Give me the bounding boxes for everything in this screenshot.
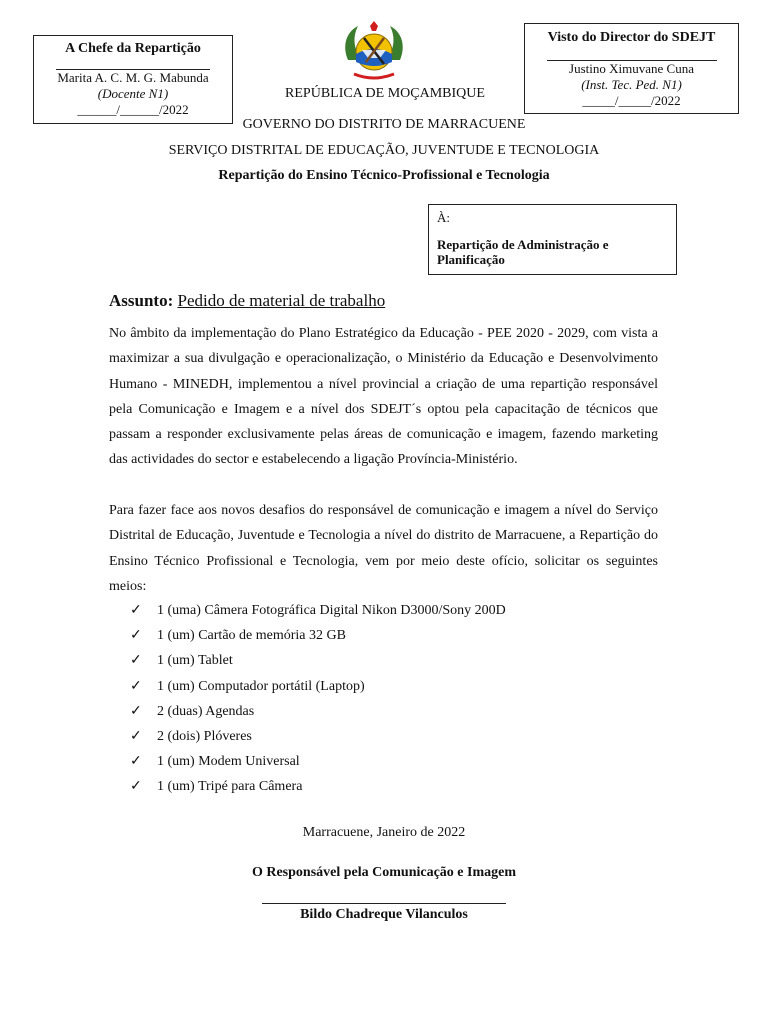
servico-heading: SERVIÇO DISTRITAL DE EDUCAÇÃO, JUVENTUDE E TECNOLOGIA	[168, 143, 600, 158]
republica-heading: REPÚBLICA DE MOÇAMBIQUE	[285, 86, 485, 101]
chefe-approval-box	[33, 35, 233, 124]
recipient-org: Repartição de Administração e Planificação	[437, 237, 609, 267]
subject-label: Assunto:	[109, 291, 174, 310]
list-item: ✓ 1 (uma) Câmera Fotográfica Digital Nikon D3000/Sony 200D	[130, 598, 506, 623]
recipient-to-label: À:	[437, 210, 450, 225]
reparticao-heading: Repartição do Ensino Técnico-Profissional e Tecnologia	[218, 168, 550, 183]
list-item: ✓ 2 (dois) Plóveres	[130, 724, 506, 749]
mozambique-emblem-icon	[340, 20, 408, 84]
chefe-role: (Docente N1)	[97, 86, 169, 101]
signatory-title: O Responsável pela Comunicação e Imagem	[251, 865, 517, 880]
chefe-date: ______/______/2022	[77, 102, 189, 117]
director-title: Visto do Director do SDEJT	[547, 30, 716, 45]
list-item: ✓ 1 (um) Modem Universal	[130, 749, 506, 774]
director-name: Justino Ximuvane Cuna	[569, 61, 694, 76]
requested-items-list	[130, 598, 506, 800]
subject-text: Pedido de material de trabalho	[177, 291, 386, 310]
body-paragraph-2: Para fazer face aos novos desafios do responsável de comunicação e imagem a nível do Serviço Distrital de Educação, Juventude e Tecnologia a nível do distrito de Marracuene, a Repartição do Ensino Técnico Profissional e Tecnologia, vem por meio deste ofício, solicitar os seguintes meios:	[109, 503, 658, 594]
check-icon: ✓	[130, 678, 142, 694]
check-icon: ✓	[130, 603, 142, 618]
subject-line	[109, 291, 385, 311]
recipient-box	[428, 204, 677, 275]
signatory-name: Bildo Chadreque Vilanculos	[300, 907, 468, 922]
check-icon: ✓	[130, 779, 142, 795]
list-item: ✓ 1 (um) Cartão de memória 32 GB	[130, 623, 506, 648]
director-date: _____/_____/2022	[582, 93, 681, 108]
signature-line	[262, 903, 506, 904]
list-item: ✓ 1 (um) Computador portátil (Laptop)	[130, 674, 506, 699]
director-role: (Inst. Tec. Ped. N1)	[581, 77, 682, 92]
list-item: ✓ 1 (um) Tripé para Câmera	[130, 774, 506, 799]
check-icon: ✓	[130, 728, 142, 744]
place-date: Marracuene, Janeiro de 2022	[302, 825, 466, 840]
check-icon: ✓	[130, 628, 142, 644]
governo-heading: GOVERNO DO DISTRITO DE MARRACUENE	[242, 117, 526, 132]
list-item: ✓ 1 (um) Tablet	[130, 648, 506, 673]
chefe-name: Marita A. C. M. G. Mabunda	[57, 70, 209, 85]
chefe-title: A Chefe da Repartição	[65, 41, 201, 56]
check-icon: ✓	[130, 703, 142, 719]
director-approval-box	[524, 23, 739, 114]
list-item: ✓ 2 (duas) Agendas	[130, 699, 506, 724]
check-icon: ✓	[130, 653, 142, 669]
check-icon: ✓	[130, 754, 142, 770]
body-paragraph-1: No âmbito da implementação do Plano Estratégico da Educação - PEE 2020 - 2029, com vista a maximizar a sua divulgação e operacionalização, o Ministério da Educação e Desenvolvimento Humano - MINEDH, implementou a nível provincial a criação de uma repartição responsável pela Comunicação e Imagem e a nível dos SDEJT´s optou pela capacitação de técnicos que passam a responder exclusivamente pelas áreas de comunicação e imagem, fazendo marketing das actividades do sector e estabelecendo a ligação Província-Ministério.	[109, 326, 658, 468]
